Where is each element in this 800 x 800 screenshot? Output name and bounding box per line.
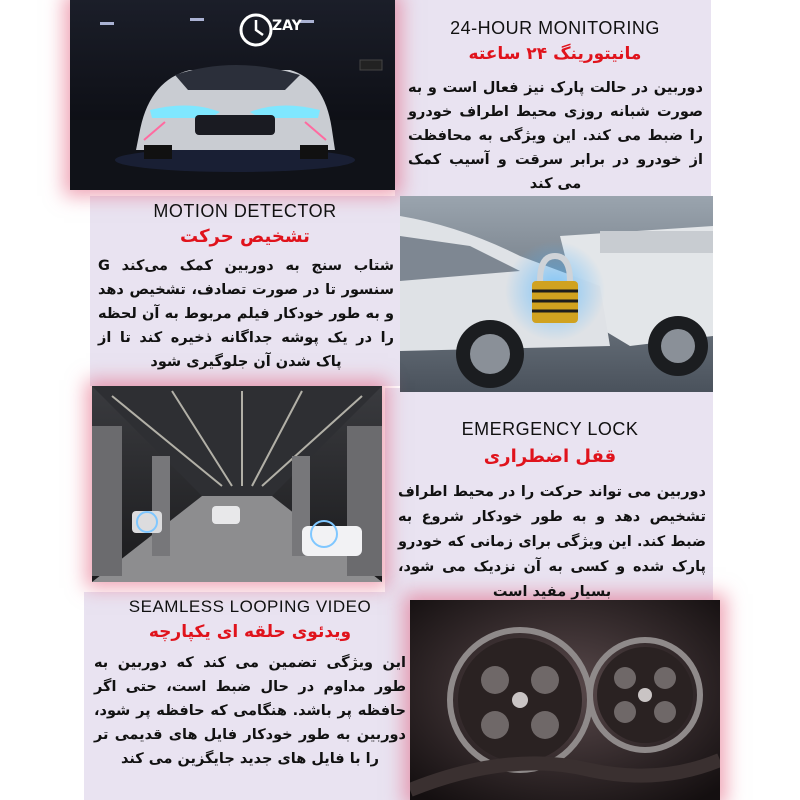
- logo: [238, 8, 302, 52]
- body-emergency: دوربین می تواند حرکت را در محیط اطراف تشخیص دهد و به طور خودکار شروع به ضبط کند. این ویژگی برای زمانی که خودرو پارک شده و کسی به آن نزدیک می شود، بسیار مفید است: [398, 484, 706, 600]
- title-emergency-fa: قفل اضطراری: [483, 446, 617, 467]
- title-monitoring-en: 24-HOUR MONITORING: [450, 18, 660, 38]
- photo-car-lock: [400, 196, 713, 392]
- body-monitoring: دوربین در حالت پارک نیز فعال است و به صورت شبانه روزی محیط اطراف خودرو را ضبط می کند. این ویژگی به محافظت از خودرو در برابر سرقت و آسیب کمک می کند: [408, 80, 703, 192]
- title-looping-fa: ویدئوی حلقه ای یکپارچه: [148, 622, 352, 642]
- logo-text: ZAY: [272, 18, 302, 34]
- photo-car-garage: [70, 0, 395, 190]
- body-looping: این ویژگی تضمین می کند که دوربین به طور مداوم در حال ضبط است، حتی اگر حافظه پر باشد. هنگامی که حافظه پر شود، دوربین به طور خودکار فایل های قدیمی تر را با فایل های جدید جایگزین می کند: [94, 655, 406, 767]
- photo-parking: [92, 386, 382, 582]
- title-motion-fa: تشخیص حرکت: [180, 226, 310, 247]
- title-motion-en: MOTION DETECTOR: [153, 201, 337, 221]
- photo-film-reels: [410, 600, 720, 800]
- title-looping-en: SEAMLESS LOOPING VIDEO: [128, 597, 372, 616]
- title-emergency-en: EMERGENCY LOCK: [461, 419, 639, 439]
- body-motion: شتاب سنج به دوربین کمک می‌کند G سنسور تا در صورت تصادف، تشخیص دهد و به طور خودکار فیلم مربوط به آن لحظه را در یک پوشه جداگانه ذخیره کند تا از پاک شدن آن جلوگیری شود: [98, 258, 394, 370]
- title-monitoring-fa: مانیتورینگ ۲۴ ساعته: [468, 44, 642, 64]
